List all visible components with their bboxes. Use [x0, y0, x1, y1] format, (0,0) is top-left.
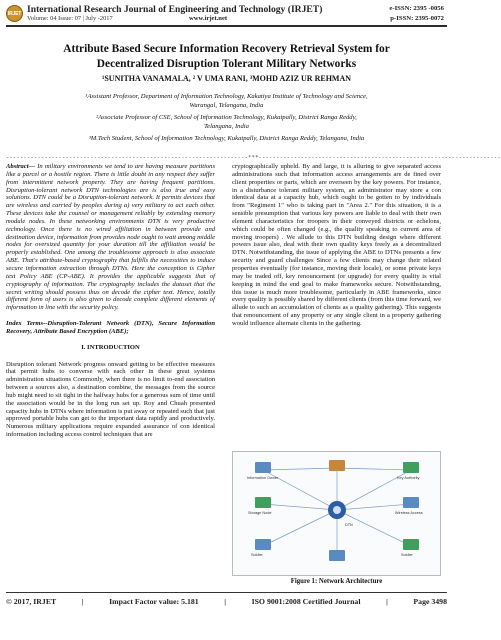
node-bottom-right: [403, 539, 419, 550]
node-top-left: [255, 462, 271, 473]
right-column-text: cryptographically upheld. By and large, it is alluring to give separated access administrations such that information access arrangements are de fined over client properties or parts, which are overseen by the key powers. For instance, in a disturbance tolerant military system, an administrator may store a con identical data at a capacity hub, which ought to be gotten to by individuals from "Regiment 1" who is taking part in "Area 2." For this situation, it is a sensible presumption that various key powers are liable to deal with their own element characteristics for troopers in their conveyed districts or echelons, which could be often changed (e.g., the quality speaking to current area of moving troopers) . We allude to this DTN building design where different powers issue also, deal with their own quality keys freely as a decentralized DTN. Notwithstanding, the issue of applying the ABE to DTNs presents a few security and guard challenges Since a few clients may change their related properties eventually (for instance, moving their locale), or some private keys may be traded off, key renouncement (or upgrade) for every quality is vital keeping in mind the end goal to make frameworks secure. Notwithstanding, this issue is much more troublesome, particularly in ABE frameworks, since every quality is possibly shared by different clients (from this time forward, we allude to such an accumulation of clients as a quality gathering). This suggests that renouncement of any property or any single client in a property gathering would influence alternate clients in the gathering.: [232, 163, 441, 327]
footer-page-number: Page 3498: [413, 597, 447, 606]
hub-inner: [333, 506, 341, 514]
footer-divider-3: |: [386, 597, 388, 606]
footer-rule: [6, 592, 447, 593]
affiliation-2a: ²Associate Professor of CSE, School of Information Technology, Kukatpally, District Ranga Reddy,: [96, 114, 357, 121]
abstract-text: In military environments we tend to are having measure partitions like a parcel or a hostile region. There is little doubt in any respect they suffer from intermittent network property. They are having frequent partitions. Disruption-tolerant network DTN technologies are is also true and easy solutions. DTN could be a Disruption-tolerant network. It permits devices that are wireless and carried by peoples during a) very military to act each other. These devices take the counsel or management reliably by extending memory module nodes. In these networking environments DTN is very productive technology. Once there is no wired affiliation in between provide and destination device, information from provides node ought to wait among middle nodes for oversized quantity for your duration till the affiliation would be properly established. One among the troublesome approach is also associate ABE. That's attribute-based cryptography that fulfills the necessities to induce secure information extraction through DTNs. Here the conception is Cipher text Policy ABE (CP-ABE). It provides the applicable suggests that of cryptography of information. The cryptography includes the dataset that the secret writing should possess thus on decode the cipher text. Hence, totally different form of users is also given to decode complete different elements of information in line with the security policy.: [6, 163, 215, 312]
abstract-label: Abstract—: [6, 163, 36, 170]
author-list: ¹SUNITHA VANAMALA, ² V UMA RANI, ³MOHD AZIZ UR REHMAN: [101, 74, 352, 83]
node-top-center: [329, 460, 345, 471]
label-dtn: DTN: [345, 523, 353, 527]
node-bottom-center: [329, 550, 345, 561]
label-soldier-right: Soldier: [401, 553, 413, 557]
index-terms: Index Terms--Disruption-Tolerant Network (DTN), Secure Information Recovery, Attribute Based Encryption (ABE);: [6, 320, 215, 335]
network-architecture-figure: [232, 451, 441, 576]
journal-name: International Research Journal of Engineering and Technology (IRJET): [27, 4, 323, 15]
footer-divider-1: |: [81, 597, 84, 606]
journal-website: www.irjet.net: [189, 15, 228, 22]
eissn: e-ISSN: 2395 -0056: [389, 5, 444, 12]
network-diagram: [233, 452, 440, 575]
label-information-owner: Information Owner: [247, 476, 279, 480]
affiliation-3: ³M.Tech Student, School of Information Technology, Kukatpally, District Ranga Reddy, Telangana, India: [88, 135, 365, 142]
footer-impact-factor: Impact Factor value: 5.181: [109, 597, 199, 606]
pissn: p-ISSN: 2395-0072: [390, 15, 444, 22]
abstract: [6, 163, 215, 312]
logo-text: IRJET: [7, 10, 22, 17]
journal-logo: [6, 5, 23, 22]
node-top-right: [403, 462, 419, 473]
footer-iso: ISO 9001:2008 Certified Journal: [251, 597, 361, 606]
label-soldier-left: Soldier: [251, 553, 263, 557]
section-separator: ---------------------------------------------------------------------***---------------------------------------------------------------------: [6, 155, 501, 161]
introduction-text: Disruption tolerant Network progress onward getting to be effective measures that permit hubs to converse with each other in these great systems administration situations Commonly, when there is no limit to-end association between a sources also, a destination combine, the messages from the source hub might need to sit tight in the halfway hubs for a generous sum of time until the association would be in the long run set up. Roy and Chuah presented capacity hubs in DTNs where information is put away or repeated such that just approved portable hubs can get to the important data rapidly and productively. Numerous military applications require expanded assurance of con identical information including access control techniques that are: [6, 360, 215, 439]
figure-caption: Figure 1: Network Architecture: [290, 578, 383, 585]
title-line-2: Decentralized Disruption Tolerant Military Networks: [96, 57, 357, 70]
node-bottom-left: [255, 539, 271, 550]
page-footer: [6, 597, 447, 606]
paper-title: [20, 42, 433, 71]
affiliation-1b: Warangal, Telangana, India: [189, 102, 264, 109]
title-line-1: Attribute Based Secure Information Recovery Retrieval System for: [63, 43, 390, 55]
footer-divider-2: |: [224, 597, 226, 606]
node-mid-left: [255, 497, 271, 508]
footer-copyright: © 2017, IRJET: [6, 597, 57, 606]
affiliation-2b: Telangana, India: [204, 123, 249, 130]
node-mid-right: [403, 497, 419, 508]
section-heading-introduction: I. INTRODUCTION: [81, 343, 140, 351]
affiliation-1a: ¹Assistant Professor, Department of Information Technology, Kakatiya Institute of Technology and Science,: [85, 93, 368, 100]
volume-issue: Volume: 04 Issue: 07 | July -2017: [27, 15, 113, 22]
label-wireless-access: Wireless Access: [395, 511, 423, 515]
left-column: [6, 163, 215, 439]
right-column: [232, 163, 441, 328]
label-storage-node: Storage Node: [248, 511, 272, 515]
header-rule: [6, 25, 447, 27]
label-key-authority: Key Authority: [397, 476, 420, 480]
